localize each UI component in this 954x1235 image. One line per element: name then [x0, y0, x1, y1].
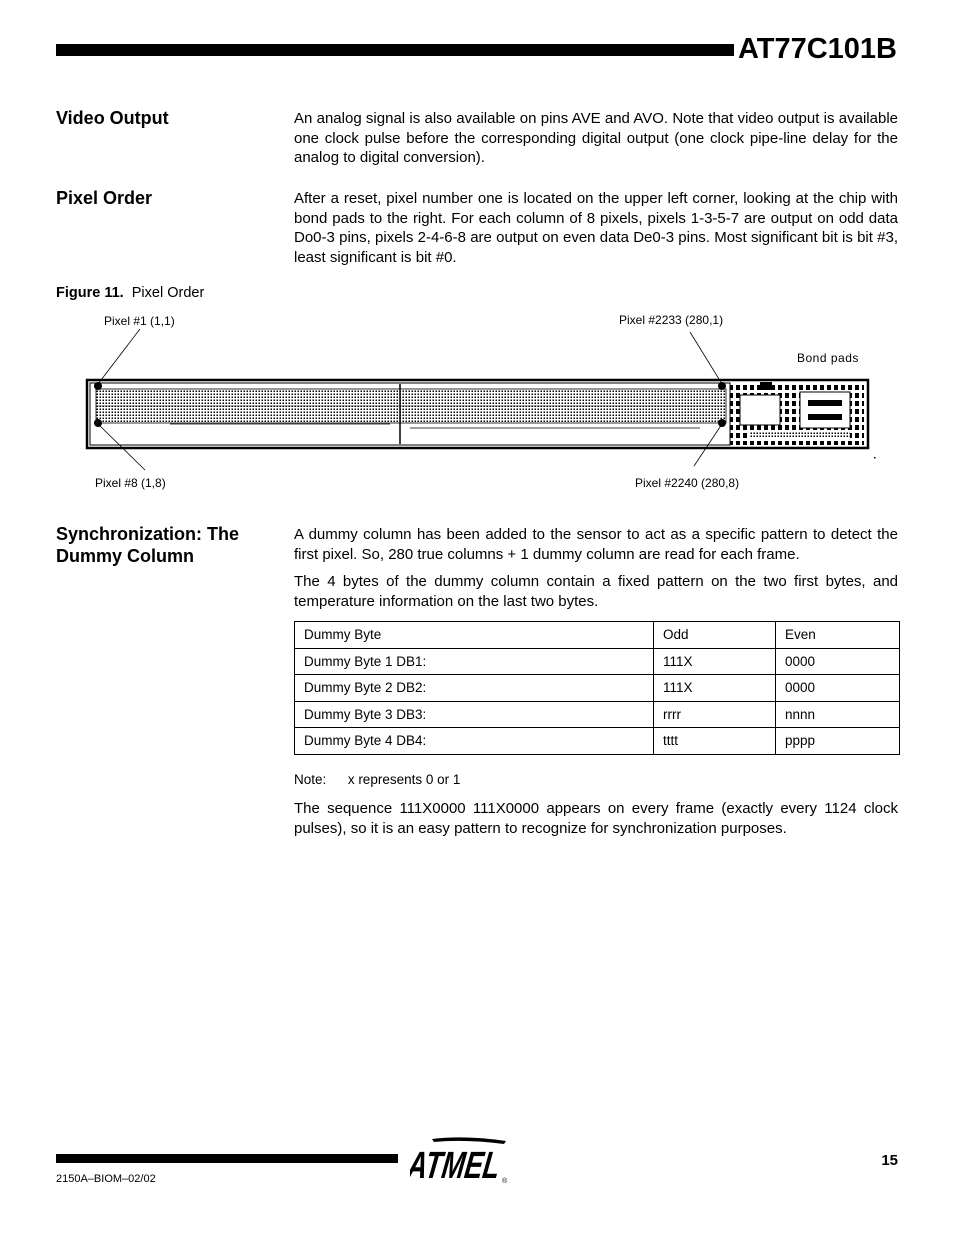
table-cell: rrrr	[654, 701, 776, 728]
paragraph-pixel-order: After a reset, pixel number one is located on the upper left corner, looking at the chip with bond pads to the right. For each column of 8 pixels, pixels 1-3-5-7 are output on odd data Do0-3 pins, pixels 2-4-6-8 are output on even data De0-3 pins. Most significant bit is bit #3, least significant is bit #0.	[294, 190, 898, 266]
label-pixel-2233: Pixel #2233 (280,1)	[619, 313, 724, 327]
paragraph-sync-1: A dummy column has been added to the sensor to act as a specific pattern to detect the first pixel. So, 280 true columns + 1 dummy column are read for each frame.	[294, 526, 898, 563]
table-cell: Dummy Byte	[295, 622, 654, 649]
table-row	[295, 622, 900, 649]
table-cell: Dummy Byte 1 DB1:	[295, 648, 654, 675]
note-text: x represents 0 or 1	[347, 772, 461, 787]
atmel-logo-icon	[410, 1136, 514, 1184]
table-cell: Dummy Byte 2 DB2:	[295, 675, 654, 702]
pixel-order-figure	[0, 300, 954, 500]
label-pixel-8: Pixel #8 (1,8)	[95, 476, 166, 490]
table-cell: 111X	[654, 648, 776, 675]
table-cell: Dummy Byte 4 DB4:	[295, 728, 654, 755]
figure-caption	[56, 285, 204, 301]
heading-pixel-order: Pixel Order	[56, 188, 153, 208]
table-note	[294, 772, 460, 787]
header-rule	[56, 44, 734, 56]
table-cell: 111X	[654, 675, 776, 702]
logo-wordmark: ATMEL	[410, 1144, 514, 1184]
note-label: Note:	[294, 772, 327, 787]
figure-title: Pixel Order	[131, 285, 205, 301]
label-pixel-2240: Pixel #2240 (280,8)	[635, 476, 740, 490]
logo-registered-mark: ®	[502, 1178, 508, 1184]
document-title: AT77C101B	[737, 33, 897, 65]
bond-pads-area	[730, 382, 864, 445]
document-code: 2150A–BIOM–02/02	[56, 1173, 156, 1185]
heading-video-output: Video Output	[56, 108, 169, 128]
table-cell: nnnn	[776, 701, 900, 728]
table-row	[295, 675, 900, 702]
page-number: 15	[881, 1152, 898, 1169]
table-row	[295, 701, 900, 728]
table-cell: Even	[776, 622, 900, 649]
paragraph-video-output: An analog signal is also available on pins AVE and AVO. Note that video output is available one clock pulse before the corresponding digital output (one clock pipe-line delay for the analog to digital conversion).	[294, 110, 898, 166]
table-row	[295, 728, 900, 755]
dummy-byte-table	[294, 621, 900, 755]
table-row	[295, 648, 900, 675]
table-cell: 0000	[776, 648, 900, 675]
paragraph-sync-2: The 4 bytes of the dummy column contain a fixed pattern on the two first bytes, and temperature information on the last two bytes.	[294, 573, 898, 610]
table-cell: tttt	[654, 728, 776, 755]
figure-number: Figure 11.	[56, 285, 124, 301]
table-cell: 0000	[776, 675, 900, 702]
label-bond-pads: Bond pads	[797, 351, 859, 365]
table-cell: Dummy Byte 3 DB3:	[295, 701, 654, 728]
footer-rule	[56, 1154, 398, 1163]
atmel-logo	[410, 1136, 514, 1184]
table-cell: Odd	[654, 622, 776, 649]
label-pixel-1: Pixel #1 (1,1)	[104, 314, 175, 328]
table-cell: pppp	[776, 728, 900, 755]
heading-synchronization: Synchronization: The Dummy Column	[56, 524, 240, 566]
paragraph-sync-3: The sequence 111X0000 111X0000 appears on every frame (exactly every 1124 clock pulses), so it is an easy pattern to recognize for synchronization purposes.	[294, 800, 898, 837]
